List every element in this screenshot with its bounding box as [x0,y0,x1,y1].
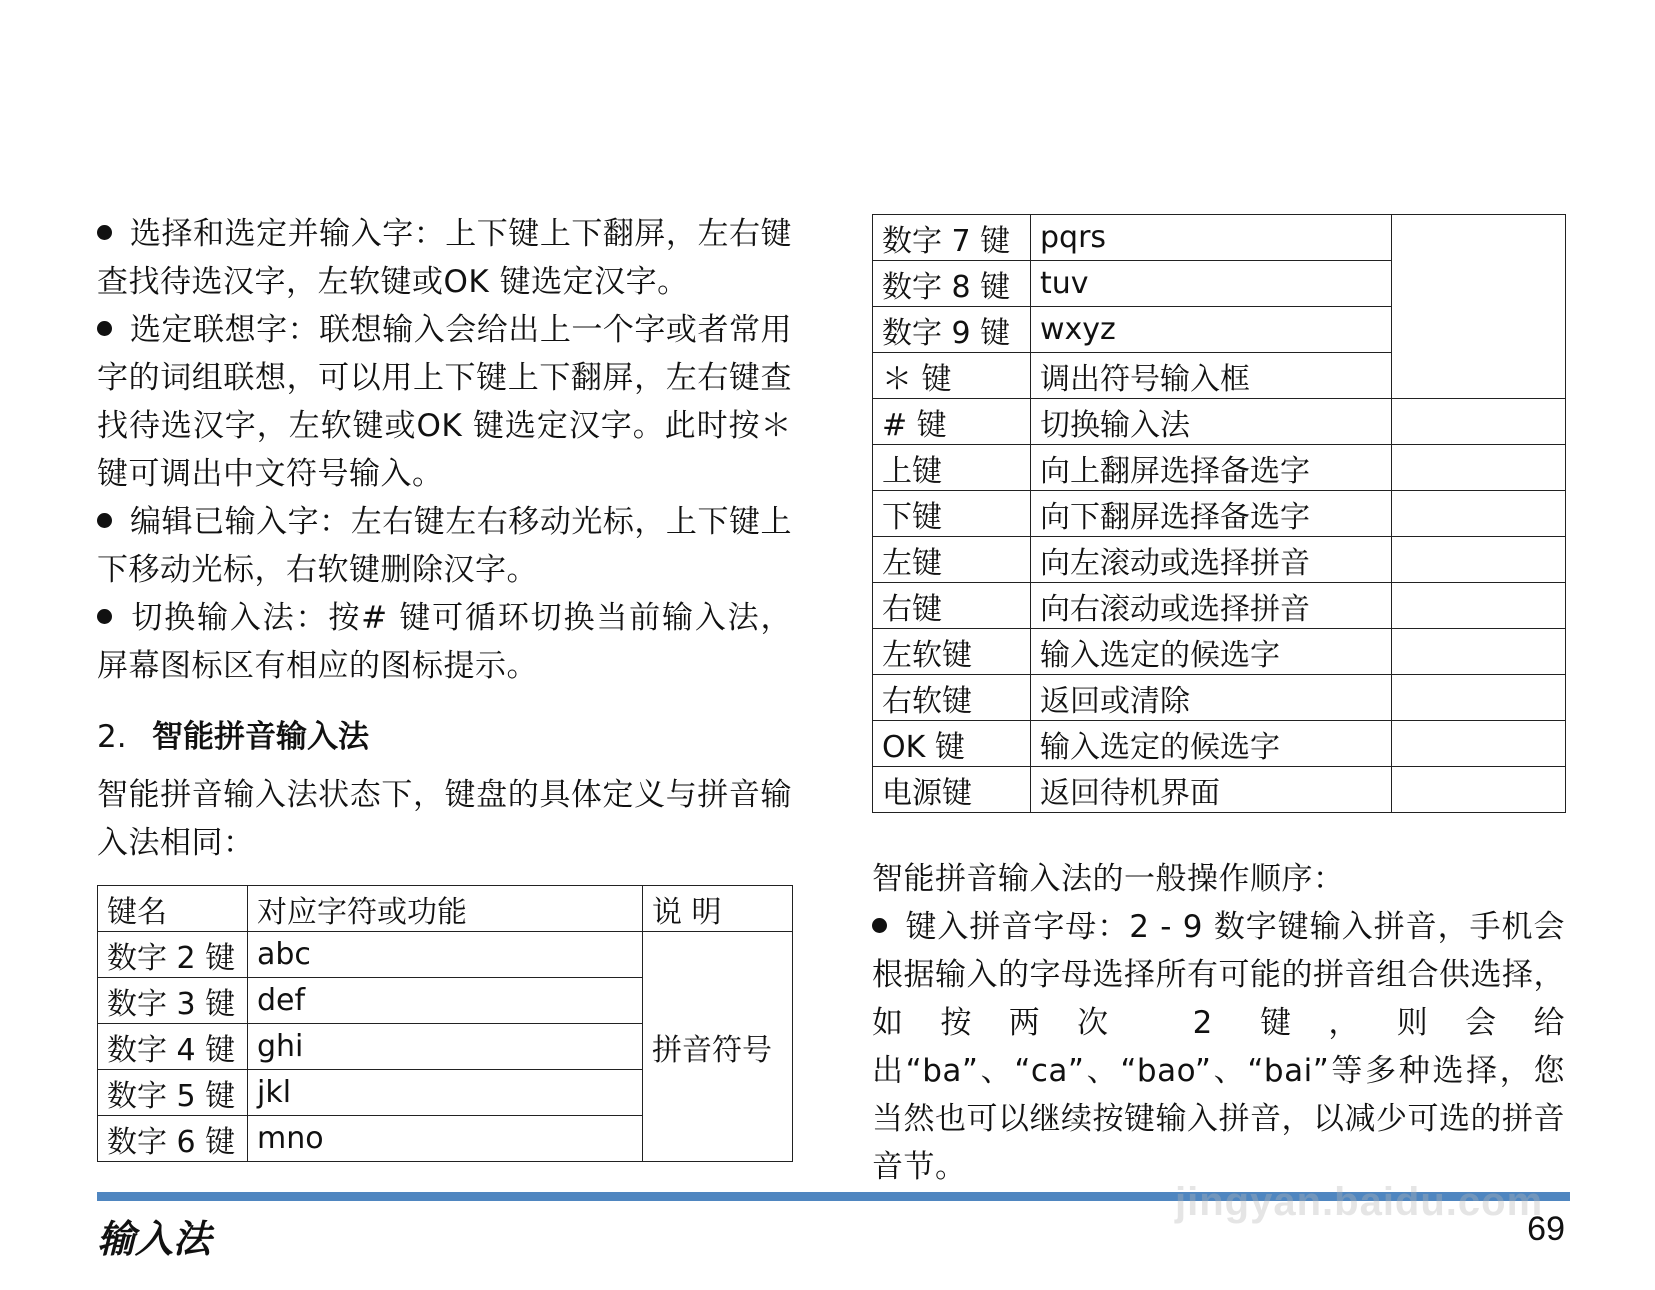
bullet-item: 选定联想字：联想输入会给出上一个字或者常用字的词组联想，可以用上下键上下翻屏，左右键查找待选汉字，左软键或OK 键选定汉字。此时按＊ 键可调出中文符号输入。 [97,312,792,492]
key-name-cell: 电源键 [873,767,1031,813]
table-header-cell: 对应字符或功能 [248,886,643,932]
key-function-cell: 输入选定的候选字 [1031,721,1392,767]
key-table-right [872,214,1566,813]
note-cell [1392,537,1566,583]
bullet-dot-icon [97,225,112,240]
key-name-cell: 右软键 [873,675,1031,721]
table-row [873,215,1566,261]
note-cell [1392,767,1566,813]
table-header-cell: 键名 [98,886,248,932]
note-cell [1392,491,1566,537]
table-row [873,399,1566,445]
key-function-cell: 向右滚动或选择拼音 [1031,583,1392,629]
procedure-heading: 智能拼音输入法的一般操作顺序： [872,861,1345,897]
intro-paragraph: 智能拼音输入法状态下，键盘的具体定义与拼音输入法相同： [97,777,792,861]
key-name-cell: 右键 [873,583,1031,629]
key-function-cell: 返回或清除 [1031,675,1392,721]
note-cell [1392,399,1566,445]
table-row [873,629,1566,675]
key-name-cell: 数字 9 键 [873,307,1031,353]
key-function-cell: def [248,978,643,1024]
note-cell [1392,445,1566,491]
note-cell: 拼音符号 [643,932,793,1162]
note-cell [1392,215,1566,399]
key-function-cell: pqrs [1031,215,1392,261]
key-name-cell: 数字 8 键 [873,261,1031,307]
table-header-row [98,886,793,932]
key-name-cell: 下键 [873,491,1031,537]
left-column [97,210,792,1162]
key-name-cell: # 键 [873,399,1031,445]
key-function-cell: 输入选定的候选字 [1031,629,1392,675]
section-title [97,713,792,761]
note-cell [1392,721,1566,767]
table-row [873,583,1566,629]
table-row [873,721,1566,767]
key-function-cell: mno [248,1116,643,1162]
key-name-cell: 数字 6 键 [98,1116,248,1162]
right-column [872,214,1565,1191]
note-cell [1392,583,1566,629]
key-function-cell: ghi [248,1024,643,1070]
key-function-cell: jkl [248,1070,643,1116]
table-row [873,675,1566,721]
watermark: jingyan.baidu.com [1175,1180,1544,1224]
table-row [98,932,793,978]
bullet-dot-icon [97,609,112,624]
key-function-cell: 切换输入法 [1031,399,1392,445]
bullet-item: 切换输入法：按# 键可循环切换当前输入法，屏幕图标区有相应的图标提示。 [97,600,792,684]
key-name-cell: 上键 [873,445,1031,491]
key-name-cell: 左键 [873,537,1031,583]
bullet-item: 键入拼音字母：2 - 9 数字键输入拼音，手机会根据输入的字母选择所有可能的拼音组合供选择，如按两次 2 键，则会给出“ba”、“ca”、“bao”、“bai”等多种选择，您当然也可以继续按键输入拼音，以减少可选的拼音音节。 [872,909,1565,1185]
key-function-cell: abc [248,932,643,978]
bullet-dot-icon [872,918,887,933]
footer-title: 输入法 [97,1216,212,1261]
key-table-left [97,885,793,1162]
key-function-cell: 调出符号输入框 [1031,353,1392,399]
bullet-item: 编辑已输入字：左右键左右移动光标，上下键上下移动光标，右软键删除汉字。 [97,504,792,588]
key-function-cell: 向下翻屏选择备选字 [1031,491,1392,537]
key-name-cell: 数字 2 键 [98,932,248,978]
key-function-cell: tuv [1031,261,1392,307]
key-function-cell: 向上翻屏选择备选字 [1031,445,1392,491]
bullet-item: 选择和选定并输入字：上下键上下翻屏，左右键查找待选汉字，左软键或OK 键选定汉字。 [97,216,792,300]
key-name-cell: 数字 4 键 [98,1024,248,1070]
key-name-cell: 数字 3 键 [98,978,248,1024]
key-name-cell: ＊ 键 [873,353,1031,399]
key-function-cell: wxyz [1031,307,1392,353]
bullet-dot-icon [97,321,112,336]
key-name-cell: OK 键 [873,721,1031,767]
key-name-cell: 左软键 [873,629,1031,675]
note-cell [1392,629,1566,675]
table-row [873,491,1566,537]
bullet-dot-icon [97,513,112,528]
table-header-cell: 说 明 [643,886,793,932]
note-cell [1392,675,1566,721]
page-number: 69 [1527,1210,1565,1248]
table-row [873,537,1566,583]
key-function-cell: 向左滚动或选择拼音 [1031,537,1392,583]
section-number: 2. [97,719,127,755]
key-name-cell: 数字 5 键 [98,1070,248,1116]
key-name-cell: 数字 7 键 [873,215,1031,261]
table-row [873,445,1566,491]
section-title-text: 智能拼音输入法 [152,719,369,755]
table-row [873,767,1566,813]
key-function-cell: 返回待机界面 [1031,767,1392,813]
